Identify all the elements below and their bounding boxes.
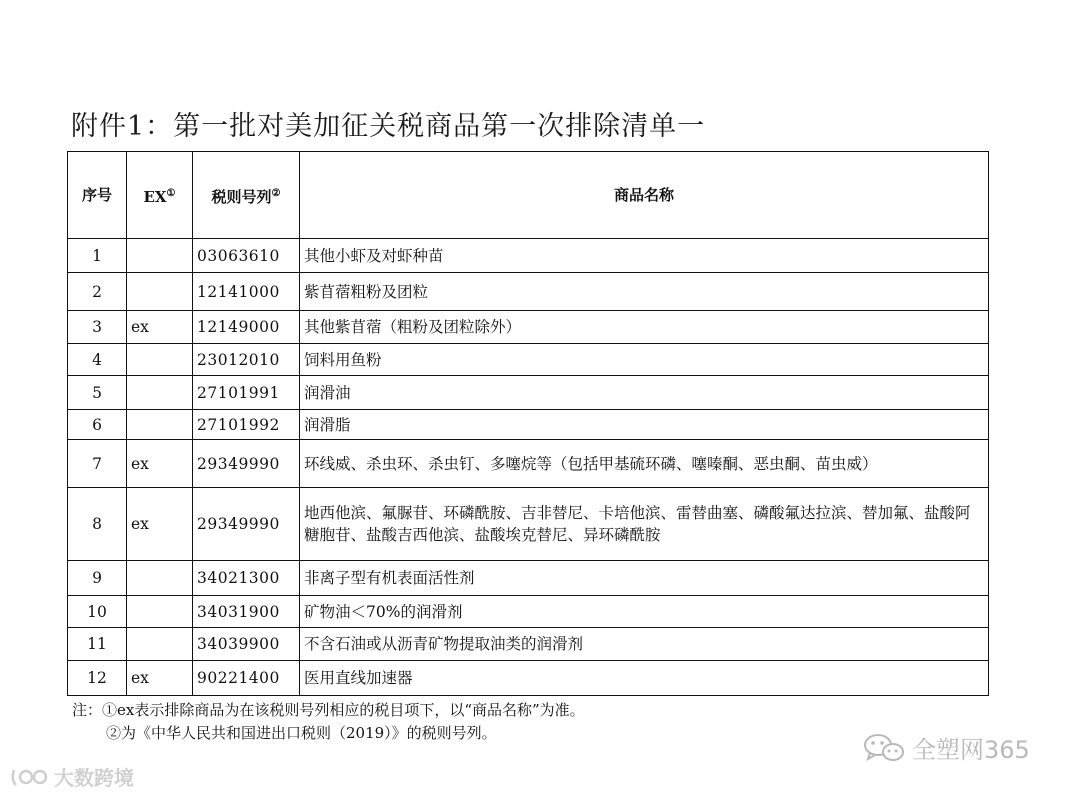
cell-code: 12141000 [193, 273, 300, 311]
header-code-label: 税则号列 [211, 187, 272, 206]
cell-name: 环线威、杀虫环、杀虫钉、多噻烷等（包括甲基硫环磷、噻嗪酮、恶虫酮、苗虫威） [300, 440, 989, 488]
header-no [68, 152, 127, 239]
table-header-row [68, 152, 989, 239]
table-row [68, 273, 989, 311]
table-row [68, 596, 989, 628]
cell-ex [127, 410, 193, 440]
cell-name: 不含石油或从沥青矿物提取油类的润滑剂 [300, 628, 989, 661]
cell-ex: ex [127, 311, 193, 344]
table-row [68, 628, 989, 661]
table-row [68, 410, 989, 440]
cell-code: 90221400 [193, 661, 300, 696]
cell-code: 23012010 [193, 344, 300, 376]
watermark-right [862, 730, 1030, 765]
footnote-1: 注：①ex表示排除商品为在该税则号列相应的税目项下，以“商品名称”为准。 [72, 701, 585, 719]
cell-no: 5 [68, 376, 127, 410]
cell-no: 7 [68, 440, 127, 488]
cell-name: 非离子型有机表面活性剂 [300, 561, 989, 596]
cell-no: 1 [68, 239, 127, 273]
cell-code: 29349990 [193, 440, 300, 488]
ido-logo-icon [10, 766, 50, 788]
watermark-left-text: 大数跨境 [54, 766, 134, 790]
footnote-mark-2: ② [271, 187, 281, 199]
cell-name: 紫苜蓿粗粉及团粒 [300, 273, 989, 311]
wechat-icon [862, 731, 906, 765]
cell-code: 03063610 [193, 239, 300, 273]
cell-name: 其他紫苜蓿（粗粉及团粒除外） [300, 311, 989, 344]
cell-name: 其他小虾及对虾种苗 [300, 239, 989, 273]
cell-code: 34031900 [193, 596, 300, 628]
header-name-label: 商品名称 [613, 186, 674, 204]
cell-name: 地西他滨、氟脲苷、环磷酰胺、吉非替尼、卡培他滨、雷替曲塞、磷酸氟达拉滨、替加氟、盐酸阿糖胞苷、盐酸吉西他滨、盐酸埃克替尼、异环磷酰胺 [300, 488, 989, 561]
cell-ex: ex [127, 488, 193, 561]
exclusion-list-table [67, 151, 989, 696]
header-ex [127, 152, 193, 239]
cell-code: 34021300 [193, 561, 300, 596]
header-code [193, 152, 300, 239]
watermark-left [10, 762, 134, 791]
cell-ex [127, 239, 193, 273]
cell-code: 12149000 [193, 311, 300, 344]
cell-name: 润滑油 [300, 376, 989, 410]
cell-no: 10 [68, 596, 127, 628]
table-row [68, 344, 989, 376]
cell-code: 27101992 [193, 410, 300, 440]
cell-name: 润滑脂 [300, 410, 989, 440]
cell-no: 4 [68, 344, 127, 376]
cell-name: 饲料用鱼粉 [300, 344, 989, 376]
table-row [68, 561, 989, 596]
footnote-2: ②为《中华人民共和国进出口税则（2019）》的税则号列。 [106, 724, 497, 742]
cell-no: 12 [68, 661, 127, 696]
cell-ex: ex [127, 661, 193, 696]
watermark-right-text: 全塑网365 [912, 736, 1030, 764]
cell-code: 29349990 [193, 488, 300, 561]
table-row [68, 661, 989, 696]
cell-ex [127, 628, 193, 661]
cell-ex [127, 273, 193, 311]
cell-name: 医用直线加速器 [300, 661, 989, 696]
cell-no: 6 [68, 410, 127, 440]
cell-no: 11 [68, 628, 127, 661]
cell-ex [127, 561, 193, 596]
cell-ex [127, 596, 193, 628]
cell-code: 34039900 [193, 628, 300, 661]
cell-no: 2 [68, 273, 127, 311]
cell-no: 8 [68, 488, 127, 561]
cell-ex [127, 376, 193, 410]
table-row [68, 311, 989, 344]
cell-code: 27101991 [193, 376, 300, 410]
header-name [300, 152, 989, 239]
cell-no: 9 [68, 561, 127, 596]
cell-name: 矿物油＜70%的润滑剂 [300, 596, 989, 628]
header-no-label: 序号 [81, 186, 112, 204]
cell-ex: ex [127, 440, 193, 488]
footnotes [72, 699, 585, 745]
table-row [68, 376, 989, 410]
page-title: 附件1：第一批对美加征关税商品第一次排除清单一 [71, 111, 706, 142]
footnote-mark-1: ① [166, 187, 176, 199]
table-row [68, 488, 989, 561]
table-row [68, 239, 989, 273]
cell-ex [127, 344, 193, 376]
header-ex-label: EX [143, 187, 167, 206]
cell-no: 3 [68, 311, 127, 344]
table-row [68, 440, 989, 488]
